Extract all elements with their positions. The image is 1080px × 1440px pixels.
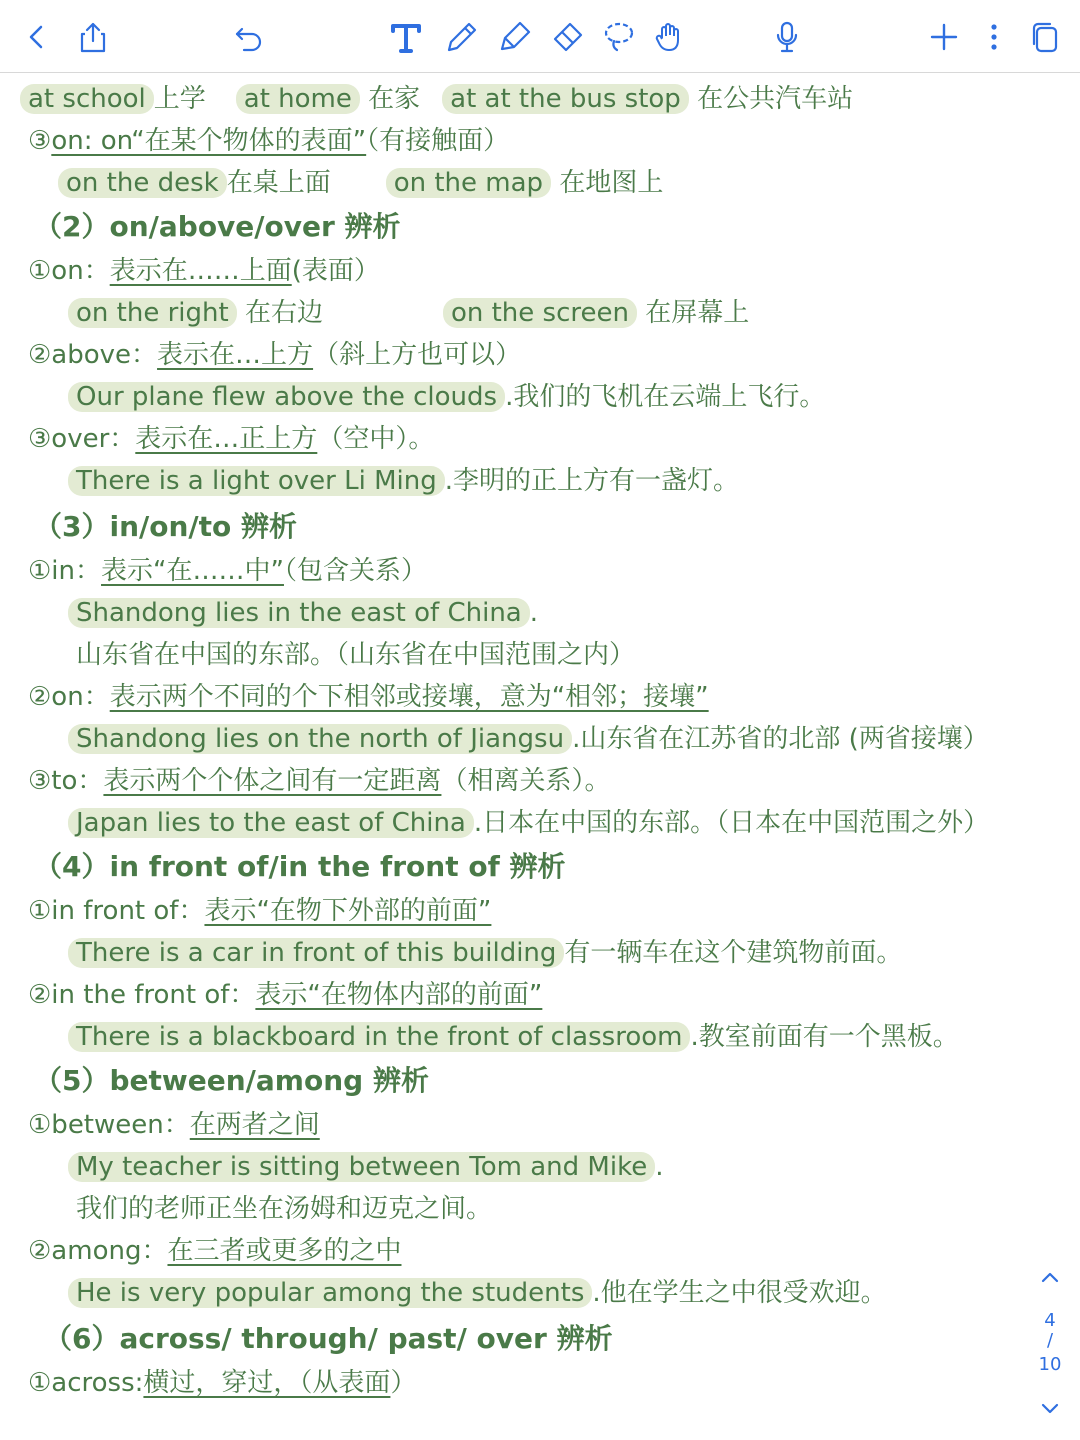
highlighted-phrase: Our plane flew above the clouds (68, 382, 505, 412)
toolbar (0, 0, 1080, 73)
note-line (28, 554, 427, 588)
text-run: . (655, 1152, 664, 1182)
text-run: .李明的正上方有一盏灯。 (444, 466, 739, 496)
page-separator: / (1046, 1330, 1054, 1351)
total-page-count: 10 (1038, 1354, 1062, 1375)
text-run: ） (390, 1368, 417, 1398)
note-line (68, 806, 989, 840)
note-line (68, 936, 902, 970)
underlined-text: 表示在…上方 (157, 340, 314, 370)
underlined-text: 表示在……上面 (109, 256, 292, 286)
note-line (28, 254, 380, 288)
text-run: .我们的飞机在云端上飞行。 (505, 382, 826, 412)
text-run: ③ (28, 126, 52, 156)
highlighted-phrase: on the right (68, 298, 237, 328)
underlined-text: 表示“在物下外部的前面” (204, 896, 492, 926)
note-line (68, 380, 825, 414)
highlighted-phrase: at home (236, 84, 360, 114)
text-run: 山东省在中国的东部。（山东省在中国范围之内） (76, 640, 636, 670)
section-heading (34, 850, 566, 884)
text-run: 在桌上面 (226, 168, 331, 198)
add-icon[interactable] (927, 20, 961, 54)
note-line (76, 638, 635, 672)
highlighted-phrase: There is a light over Li Ming (68, 466, 445, 496)
note-line (28, 1366, 416, 1400)
text-tool-icon[interactable] (389, 20, 423, 54)
note-line (76, 1192, 492, 1226)
note-line (28, 1234, 401, 1268)
hand-icon[interactable] (652, 20, 686, 54)
chevron-up-icon[interactable] (1035, 1262, 1065, 1292)
note-line (58, 166, 663, 200)
note-line (28, 338, 521, 372)
heading-text: （6）across/ through/ past/ over 辨析 (44, 1322, 613, 1355)
underlined-text: 在两者之间 (189, 1110, 320, 1140)
text-run: 在公共汽车站 (688, 84, 854, 114)
undo-icon[interactable] (232, 20, 266, 54)
lasso-icon[interactable] (602, 20, 636, 54)
text-run: ①across: (28, 1368, 144, 1398)
section-heading (44, 1322, 613, 1356)
text-run: 有一辆车在这个建筑物前面。 (564, 938, 903, 968)
text-run: （包含关系） (283, 556, 427, 586)
underlined-text: 在三者或更多的之中 (167, 1236, 402, 1266)
highlighted-phrase: on the screen (443, 298, 637, 328)
current-page-number: 4 (1044, 1310, 1056, 1331)
highlighted-phrase: My teacher is sitting between Tom and Mike (68, 1152, 655, 1182)
back-icon[interactable] (20, 20, 54, 54)
more-icon[interactable] (977, 20, 1011, 54)
note-line (28, 894, 491, 928)
section-heading (34, 210, 401, 244)
note-page[interactable] (0, 76, 1030, 1440)
highlighted-phrase: Japan lies to the east of China (68, 808, 474, 838)
text-run: ②on： (28, 682, 110, 712)
heading-text: （3）in/on/to 辨析 (34, 510, 298, 543)
note-line (28, 764, 610, 798)
text-run: ③over： (28, 424, 136, 454)
note-line (28, 124, 509, 158)
text-run: (表面） (291, 256, 380, 286)
highlighted-phrase: There is a blackboard in the front of classroom (68, 1022, 690, 1052)
text-run: 在右边 (236, 298, 323, 328)
underlined-text: 表示在…正上方 (135, 424, 318, 454)
note-line (20, 82, 853, 116)
text-run: 在家 (359, 84, 421, 114)
note-line (68, 1276, 887, 1310)
underlined-text: 表示两个个体之间有一定距离 (103, 766, 442, 796)
chevron-down-icon[interactable] (1035, 1394, 1065, 1424)
note-line (28, 680, 709, 714)
pen-icon[interactable] (445, 20, 479, 54)
text-run: ①in front of： (28, 896, 205, 926)
text-run: （有接触面） (366, 126, 510, 156)
text-run: ③to： (28, 766, 104, 796)
section-heading (34, 510, 297, 544)
underlined-text: 表示“在……中” (101, 556, 284, 586)
note-line (68, 596, 538, 630)
highlighted-phrase: There is a car in front of this building (68, 938, 564, 968)
highlighted-phrase: He is very popular among the students (68, 1278, 592, 1308)
note-line (68, 464, 739, 498)
pages-icon[interactable] (1028, 20, 1062, 54)
highlighted-phrase: Shandong lies on the north of Jiangsu (68, 724, 572, 754)
text-run: （相离关系）。 (441, 766, 611, 796)
text-run: .教室前面有一个黑板。 (690, 1022, 959, 1052)
text-run: 上学 (153, 84, 206, 114)
page-navigator (1020, 1260, 1080, 1430)
section-heading (34, 1064, 429, 1098)
text-run: ①on： (28, 256, 110, 286)
underlined-text: 横过，穿过，（从表面 (143, 1368, 391, 1398)
text-run: （斜上方也可以） (313, 340, 522, 370)
highlighted-phrase: on the desk (58, 168, 227, 198)
text-run: . (529, 598, 538, 628)
heading-text: （2）on/above/over 辨析 (34, 210, 401, 243)
note-line (28, 1108, 320, 1142)
text-run: .日本在中国的东部。（日本在中国范围之外） (473, 808, 990, 838)
text-run: .他在学生之中很受欢迎。 (592, 1278, 887, 1308)
text-run: 我们的老师正坐在汤姆和迈克之间。 (76, 1194, 493, 1224)
note-line (28, 978, 542, 1012)
underlined-text: on: on“在某个物体的表面” (51, 126, 367, 156)
text-run: 在屏幕上 (636, 298, 750, 328)
note-line (28, 422, 434, 456)
text-run: （空中）。 (317, 424, 435, 454)
text-run: ①in： (28, 556, 102, 586)
text-run: ②in the front of： (28, 980, 256, 1010)
note-line (68, 722, 989, 756)
heading-text: （5）between/among 辨析 (34, 1064, 429, 1097)
microphone-icon[interactable] (770, 20, 804, 54)
underlined-text: 表示两个不同的个下相邻或接壤，意为“相邻；接壤” (109, 682, 709, 712)
text-run: .山东省在江苏省的北部 (两省接壤） (572, 724, 989, 754)
highlighted-phrase: on the map (386, 168, 551, 198)
underlined-text: 表示“在物体内部的前面” (255, 980, 543, 1010)
note-line (68, 296, 749, 330)
highlighted-phrase: at school (20, 84, 154, 114)
text-run: ②among： (28, 1236, 168, 1266)
highlighted-phrase: at at the bus stop (442, 84, 689, 114)
eraser-icon[interactable] (550, 20, 584, 54)
highlighter-icon[interactable] (498, 20, 532, 54)
text-run: ①between： (28, 1110, 190, 1140)
note-line (68, 1020, 959, 1054)
note-line (68, 1150, 663, 1184)
highlighted-phrase: Shandong lies in the east of China (68, 598, 530, 628)
text-run: 在地图上 (551, 168, 664, 198)
text-run: ②above： (28, 340, 158, 370)
share-icon[interactable] (76, 20, 110, 54)
heading-text: （4）in front of/in the front of 辨析 (34, 850, 566, 883)
